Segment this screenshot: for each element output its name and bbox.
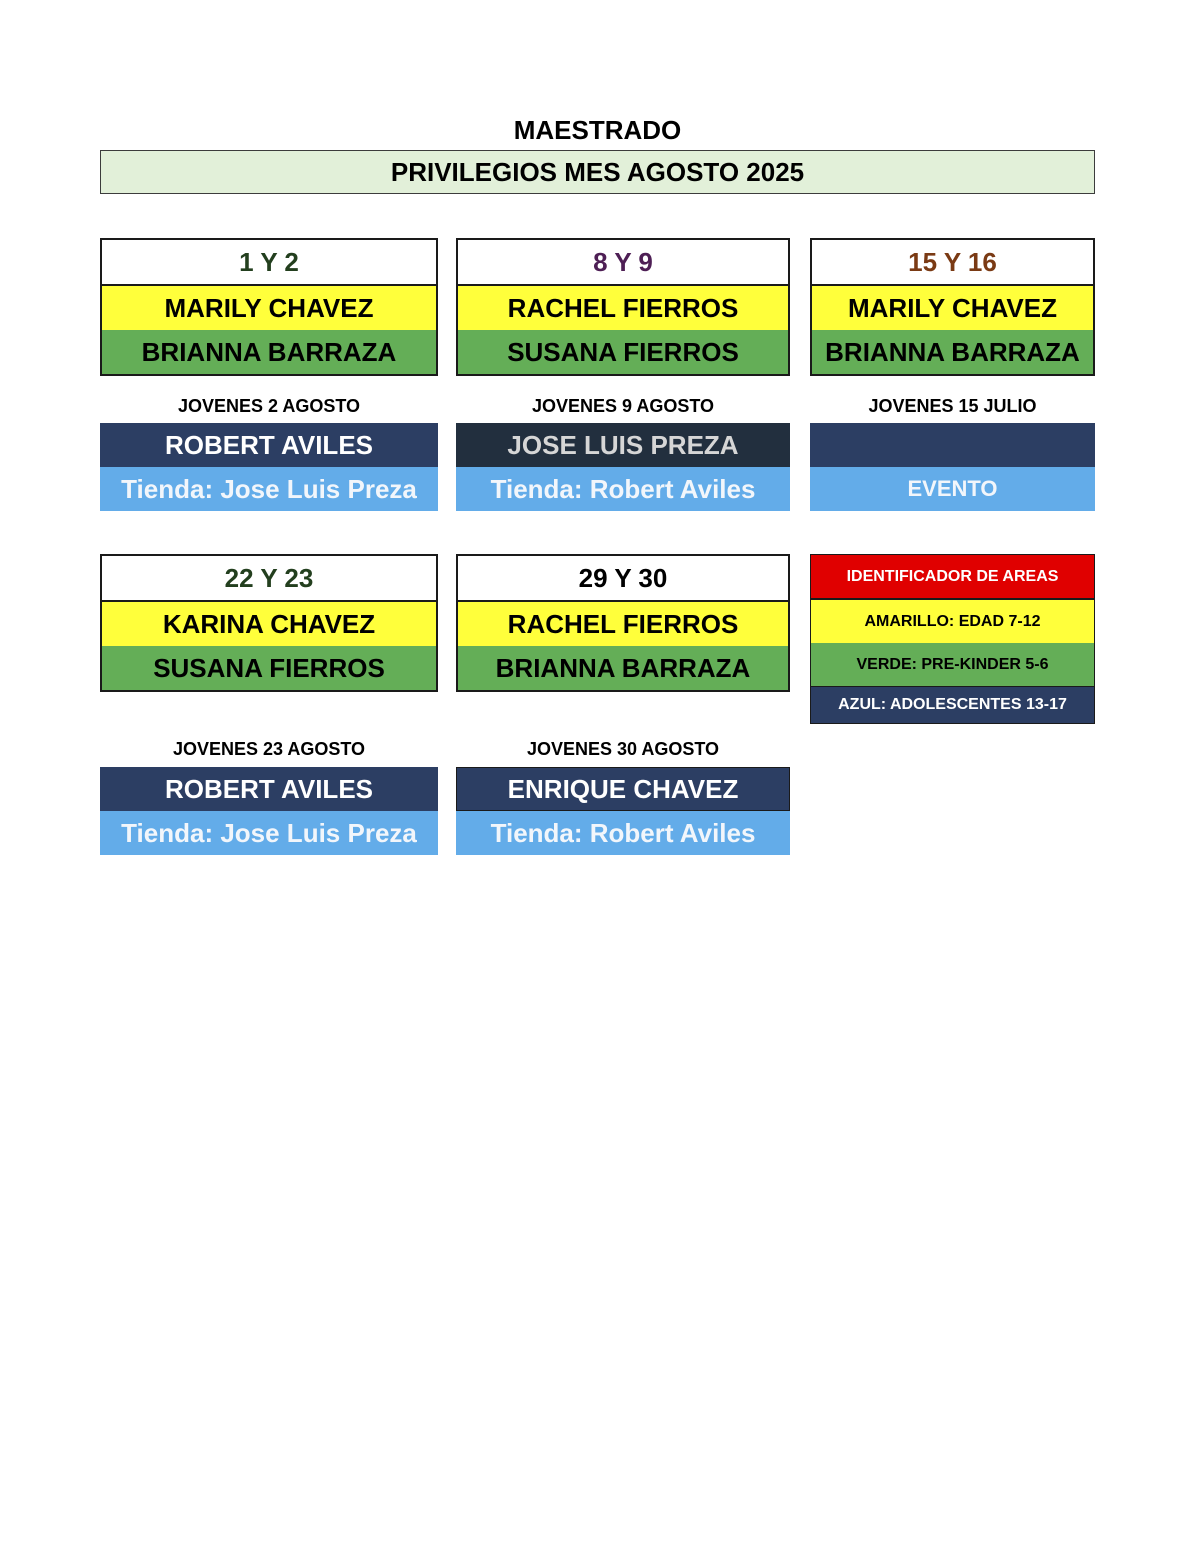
jovenes-name-4: ROBERT AVILES: [100, 767, 438, 811]
jovenes-tienda-1: Tienda: Jose Luis Preza: [100, 467, 438, 511]
jovenes-name-1: ROBERT AVILES: [100, 423, 438, 467]
area-legend: [810, 554, 1095, 724]
block-date: 22 Y 23: [102, 556, 436, 602]
block-green-name: SUSANA FIERROS: [458, 330, 788, 374]
schedule-block-5: [456, 554, 790, 692]
block-green-name: BRIANNA BARRAZA: [102, 330, 436, 374]
jovenes-tienda-4: Tienda: Jose Luis Preza: [100, 811, 438, 855]
legend-green: VERDE: PRE-KINDER 5-6: [811, 643, 1094, 687]
jovenes-label-5: JOVENES 30 AGOSTO: [526, 738, 720, 759]
legend-title: IDENTIFICADOR DE AREAS: [811, 555, 1094, 600]
jovenes-label-3: JOVENES 15 JULIO: [868, 395, 1037, 416]
jovenes-name-5: ENRIQUE CHAVEZ: [456, 767, 790, 811]
block-date: 29 Y 30: [458, 556, 788, 602]
block-yellow-name: MARILY CHAVEZ: [812, 286, 1093, 330]
jovenes-label-4: JOVENES 23 AGOSTO: [172, 738, 366, 759]
block-yellow-name: MARILY CHAVEZ: [102, 286, 436, 330]
schedule-block-2: [456, 238, 790, 376]
block-green-name: BRIANNA BARRAZA: [458, 646, 788, 690]
schedule-block-1: [100, 238, 438, 376]
jovenes-tienda-5: Tienda: Robert Aviles: [456, 811, 790, 855]
jovenes-name-2: JOSE LUIS PREZA: [456, 423, 790, 467]
legend-blue: AZUL: ADOLESCENTES 13-17: [811, 687, 1094, 723]
jovenes-label-1: JOVENES 2 AGOSTO: [177, 395, 361, 416]
block-yellow-name: RACHEL FIERROS: [458, 286, 788, 330]
schedule-block-3: [810, 238, 1095, 376]
block-date: 1 Y 2: [102, 240, 436, 286]
jovenes-name-3: [810, 423, 1095, 467]
block-date: 8 Y 9: [458, 240, 788, 286]
block-green-name: SUSANA FIERROS: [102, 646, 436, 690]
block-yellow-name: KARINA CHAVEZ: [102, 602, 436, 646]
block-green-name: BRIANNA BARRAZA: [812, 330, 1093, 374]
block-yellow-name: RACHEL FIERROS: [458, 602, 788, 646]
legend-yellow: AMARILLO: EDAD 7-12: [811, 600, 1094, 643]
jovenes-tienda-2: Tienda: Robert Aviles: [456, 467, 790, 511]
page-title: MAESTRADO: [513, 114, 682, 145]
jovenes-label-2: JOVENES 9 AGOSTO: [531, 395, 715, 416]
jovenes-tienda-3: EVENTO: [810, 467, 1095, 511]
page-subtitle: PRIVILEGIOS MES AGOSTO 2025: [100, 150, 1095, 194]
schedule-block-4: [100, 554, 438, 692]
block-date: 15 Y 16: [812, 240, 1093, 286]
